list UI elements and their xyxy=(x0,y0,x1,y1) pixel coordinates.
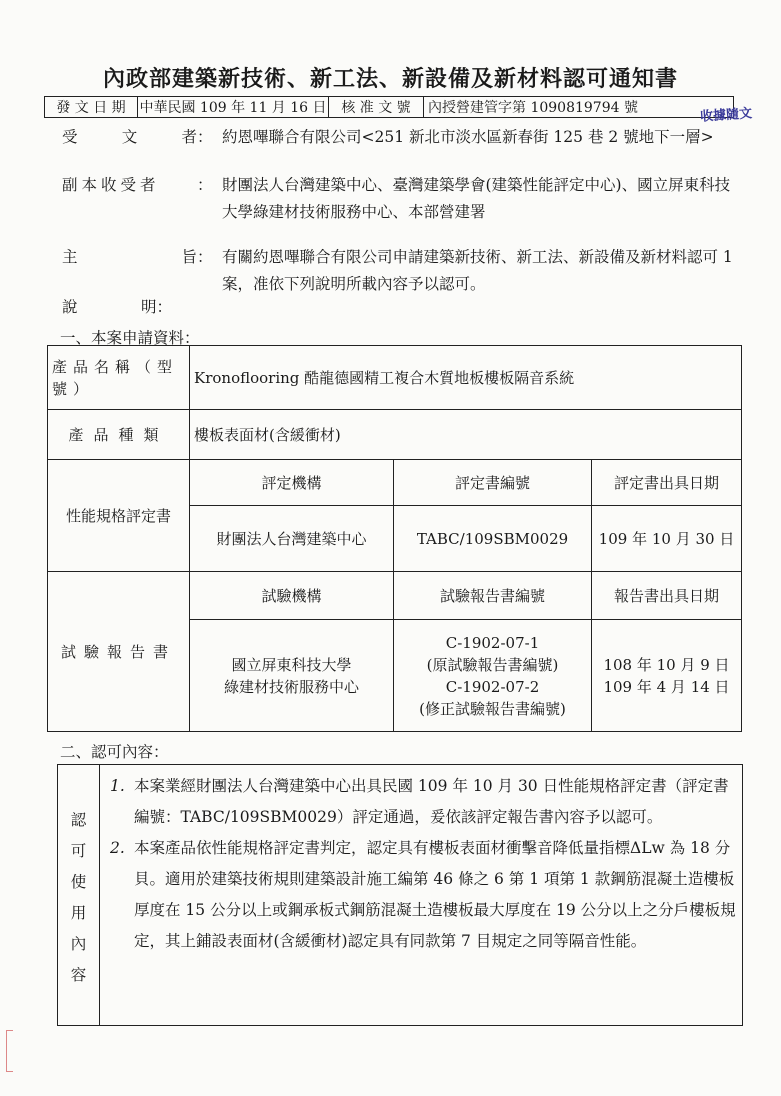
recipient-label: 受 文 者 xyxy=(62,128,197,146)
side-char: 使 xyxy=(70,873,87,891)
test-number-line: C-1902-07-1 xyxy=(445,633,540,652)
test-dates xyxy=(592,620,742,732)
subject-label: 主 旨 xyxy=(62,248,197,266)
subject-value: 有關約恩嗶聯合有限公司申請建築新技術、新工法、新設備及新材料認可 1 案，准依下列說明所載內容予以認可。 xyxy=(222,248,733,293)
product-type: 樓板表面材(含緩衝材) xyxy=(190,410,742,460)
perf-header-number: 評定書編號 xyxy=(394,460,592,506)
test-date-line: 108 年 10 月 9 日 xyxy=(603,655,730,674)
test-date-line: 109 年 4 月 14 日 xyxy=(603,677,730,696)
perf-org: 財團法人台灣建築中心 xyxy=(190,506,394,572)
explanation-label: 說 明： xyxy=(62,298,172,316)
test-number-line: (修正試驗報告書編號) xyxy=(419,699,566,718)
product-name: Kronoflooring 酷龍德國精工複合木質地板樓板隔音系統 xyxy=(190,346,742,410)
application-table xyxy=(47,345,742,732)
perf-header-date: 評定書出具日期 xyxy=(592,460,742,506)
test-header-org: 試驗機構 xyxy=(190,572,394,620)
test-header-date: 報告書出具日期 xyxy=(592,572,742,620)
perf-number: TABC/109SBM0029 xyxy=(394,506,592,572)
recipient-value: 約恩嗶聯合有限公司<251 新北市淡水區新春街 125 巷 2 號地下一層> xyxy=(222,128,714,146)
side-char: 可 xyxy=(70,842,87,860)
colon: ： xyxy=(197,176,213,194)
number-value: 內授營建管字第 1090819794 號 xyxy=(428,100,638,116)
perf-header-org: 評定機構 xyxy=(190,460,394,506)
approval-side-label xyxy=(58,765,100,1025)
cc-label: 副本收受者 xyxy=(62,176,160,194)
header-bar xyxy=(44,96,734,118)
approval-item xyxy=(110,771,738,833)
receipt-stamp: 收據隨文 xyxy=(699,106,753,125)
margin-mark xyxy=(6,1030,13,1072)
test-number-line: (原試驗報告書編號) xyxy=(426,655,559,674)
product-name-label: 產品名稱（型號） xyxy=(48,346,190,410)
approval-item xyxy=(110,833,738,957)
test-org xyxy=(190,620,394,732)
side-char: 容 xyxy=(70,966,87,984)
approval-box xyxy=(57,764,743,1026)
test-label: 試驗報告書 xyxy=(48,572,190,732)
perf-label: 性能規格評定書 xyxy=(48,460,190,572)
side-char: 內 xyxy=(70,935,87,953)
date-value: 中華民國 109 年 11 月 16 日 xyxy=(138,97,329,117)
item-text: 本案產品依性能規格評定書判定，認定具有樓板表面材衝擊音降低量指標ΔLw 為 18 分貝。適用於建築技術規則建築設計施工編第 46 條之 6 第 1 項第 1 款鋼筋混凝土造樓板厚度在 15 公分以上或鋼承板式鋼筋混凝土造樓板最大厚度在 19 公分以上之分戶樓板規定，其上鋪設表面材(含緩衝材)認定具有同款第 7 目規定之同等隔音性能。 xyxy=(134,839,736,950)
test-header-number: 試驗報告書編號 xyxy=(394,572,592,620)
test-number-line: C-1902-07-2 xyxy=(445,677,540,696)
item-number: 2. xyxy=(110,839,125,857)
test-org-line: 國立屏東科技大學 xyxy=(231,655,352,674)
cc-value: 財團法人台灣建築中心、臺灣建築學會(建築性能評定中心)、國立屏東科技大學綠建材技術服務中心、本部營建署 xyxy=(222,176,731,221)
side-char: 用 xyxy=(70,904,87,922)
colon: ： xyxy=(197,128,213,146)
section-2-heading: 二、認可內容： xyxy=(60,743,169,761)
side-char: 認 xyxy=(70,811,87,829)
perf-date: 109 年 10 月 30 日 xyxy=(592,506,742,572)
item-text: 本案業經財團法人台灣建築中心出具民國 109 年 10 月 30 日性能規格評定書（評定書編號：TABC/109SBM0029）評定通過，爰依該評定報告書內容予以認可。 xyxy=(134,777,729,826)
document-title: 內政部建築新技術、新工法、新設備及新材料認可通知書 xyxy=(102,66,678,92)
item-number: 1. xyxy=(110,777,125,795)
test-numbers xyxy=(394,620,592,732)
number-label: 核 准 文 號 xyxy=(329,97,424,117)
colon: ： xyxy=(197,248,213,266)
test-org-line: 綠建材技術服務中心 xyxy=(223,677,359,696)
date-label: 發 文 日 期 xyxy=(45,97,138,117)
section-1-heading: 一、本案申請資料： xyxy=(60,329,200,347)
approval-content xyxy=(110,771,738,957)
product-type-label: 產品種類 xyxy=(48,410,190,460)
